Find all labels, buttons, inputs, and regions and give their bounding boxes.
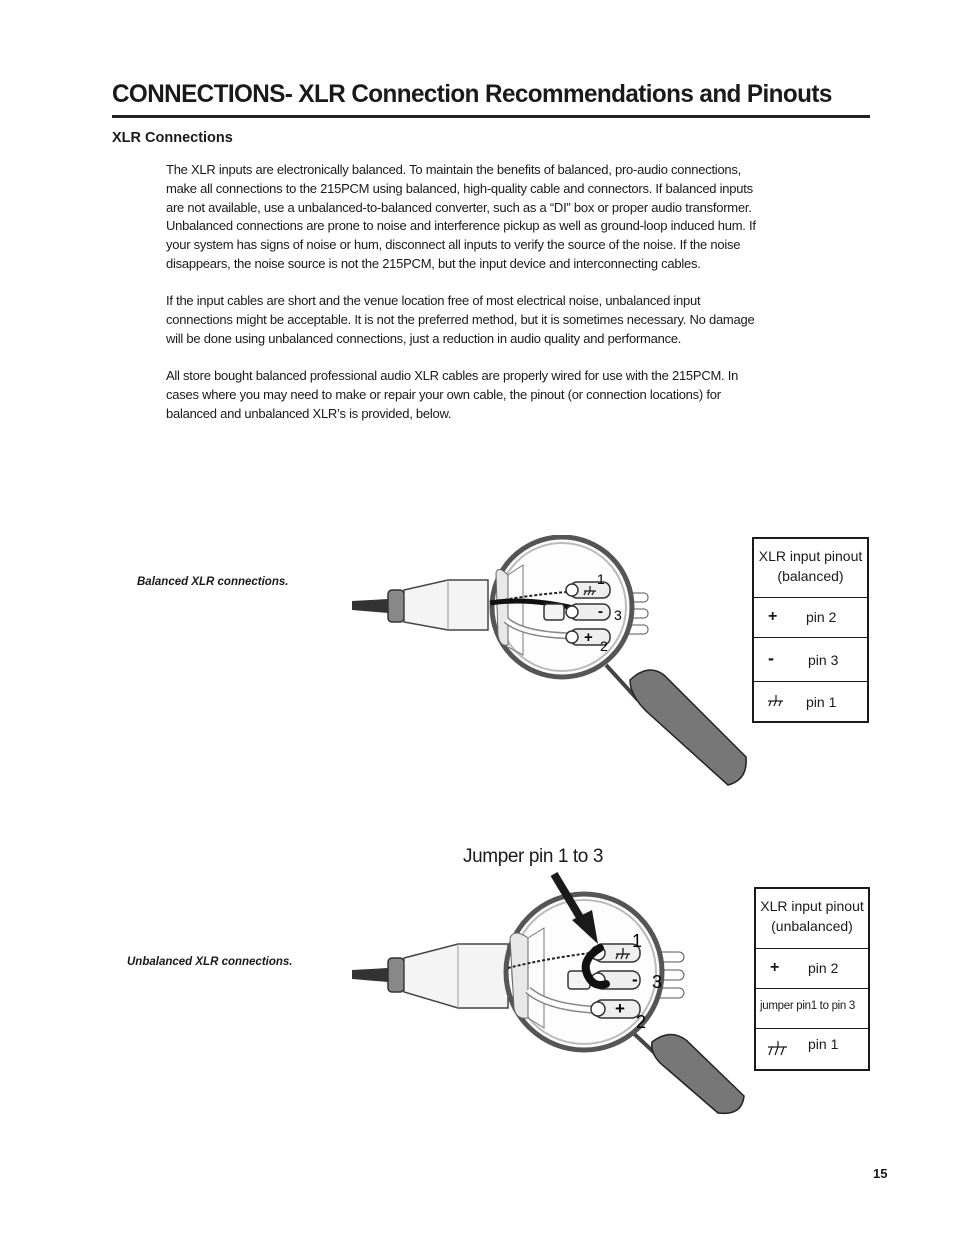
- balanced-pinout-heading: XLR input pinout (balanced): [754, 539, 867, 598]
- pinout-value: pin 2: [806, 609, 837, 625]
- balanced-pinout-row: [754, 638, 867, 682]
- plus-symbol: +: [770, 959, 780, 976]
- unbalanced-pin3-symbol: -: [632, 970, 638, 989]
- balanced-pin3-label: 3: [614, 607, 622, 623]
- unbalanced-caption: Unbalanced XLR connections.: [127, 956, 293, 968]
- unbalanced-pin1-label: 1: [632, 931, 643, 951]
- balanced-pin2-symbol: +: [584, 629, 593, 646]
- unbalanced-pinout-table: [754, 887, 870, 1071]
- plus-symbol: +: [768, 608, 778, 625]
- balanced-xlr-diagram: [348, 535, 748, 787]
- ground-icon: [766, 694, 786, 708]
- minus-symbol: -: [768, 648, 774, 668]
- balanced-pinout-row: [754, 598, 867, 638]
- paragraph-2: If the input cables are short and the venue location free of most electrical noise, unbalanced input connections might be acceptable. It is not the preferred method, but it is sometimes necessary. No damage will be done using unbalanced connections, just a reduction in audio quality and performance.: [166, 293, 755, 346]
- unbalanced-pin3-label: 3: [652, 972, 663, 992]
- page-title: CONNECTIONS- XLR Connection Recommendations and Pinouts: [112, 80, 832, 108]
- balanced-pin2-label: 2: [600, 638, 608, 654]
- unbalanced-pinout-row: [756, 989, 868, 1029]
- ground-icon: [766, 1041, 790, 1057]
- unbalanced-pin2-label: 2: [636, 1012, 647, 1032]
- section-heading: XLR Connections: [112, 130, 233, 146]
- unbalanced-pinout-row: [756, 1029, 868, 1069]
- page-number: 15: [873, 1166, 888, 1181]
- unbalanced-pin2-symbol: +: [615, 999, 625, 1018]
- paragraph-1: The XLR inputs are electronically balanced. To maintain the benefits of balanced, pro-audio connections, make all connections to the 215PCM using balanced, high-quality cable and connectors. If balanced inputs are not available, use a unbalanced-to-balanced converter, such as a “DI” box or proper audio transformer. Unbalanced connections are prone to noise and interference pickup as well as ground-loop induced hum. If your system has signs of noise or hum, disconnect all inputs to verify the source of the noise. If the noise disappears, the noise source is not the 215PCM, but the input device and interconnecting cables.: [166, 162, 756, 271]
- pinout-value: pin 1: [808, 1036, 839, 1052]
- unbalanced-pinout-row: [756, 949, 868, 989]
- pinout-value: pin 2: [808, 960, 839, 976]
- paragraph-3: All store bought balanced professional audio XLR cables are properly wired for use with the 215PCM. In cases where you may need to make or repair your own cable, the pinout (or connection locations) for balanced and unbalanced XLR’s is provided, below.: [166, 368, 739, 421]
- unbalanced-xlr-diagram: [348, 868, 748, 1118]
- balanced-pinout-row: [754, 682, 867, 722]
- balanced-pinout-table: [752, 537, 869, 723]
- pinout-value: jumper pin1 to pin 3: [760, 1000, 856, 1012]
- jumper-label: Jumper pin 1 to 3: [463, 846, 604, 867]
- balanced-pin1-label: 1: [597, 571, 605, 587]
- pinout-value: pin 1: [806, 694, 837, 710]
- pinout-value: pin 3: [808, 652, 839, 668]
- title-rule: [112, 115, 870, 118]
- unbalanced-pinout-heading: XLR input pinout (unbalanced): [756, 889, 868, 949]
- balanced-caption: Balanced XLR connections.: [137, 576, 289, 588]
- balanced-pin3-symbol: -: [598, 603, 603, 620]
